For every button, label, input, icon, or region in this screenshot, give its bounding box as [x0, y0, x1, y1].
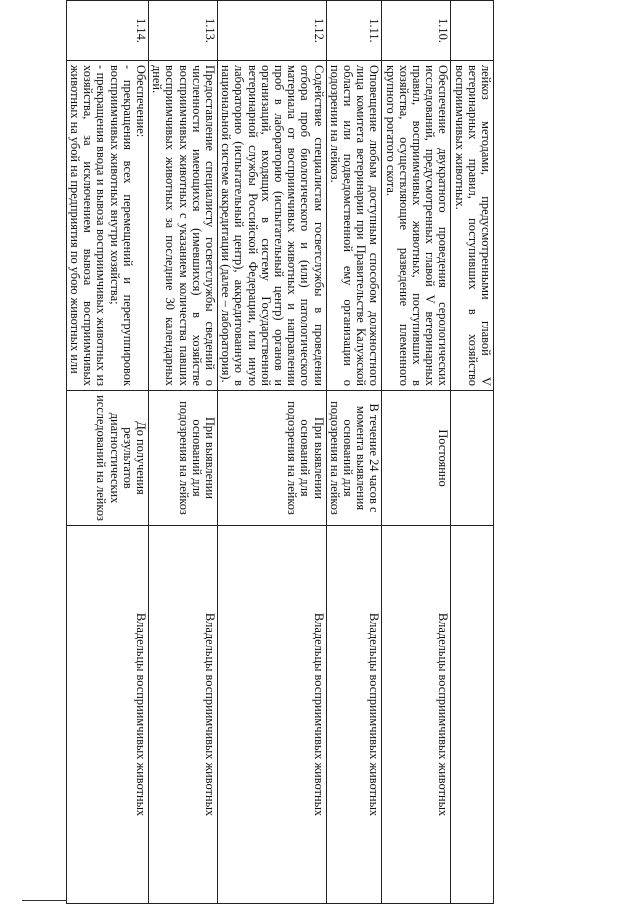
rotated-table-area [67, 0, 564, 904]
measure-text: лейкоз методами, предусмотренными главой V ветеринарных правил, поступивших в хозяйство восприимчивых животных. [451, 61, 494, 391]
responsible-text: Владельцы восприимчивых животных [148, 526, 217, 904]
measures-table [66, 0, 494, 904]
deadline-text: При выявлении оснований для подозрения на лейкоз [217, 391, 326, 526]
table-row [217, 1, 326, 904]
measure-text: Содействие специалистам госветслужбы в проведении отбора проб биологического и (или) патологического материала от восприимчивых животных и направлении проб в лабораторию (испытательный центр) органов и организаций, входящих в систему Государственной ветеринарной службы Российской Федерации, или иную лабораторию (испытательный центр), аккредитованную в национальной системе аккредитации (далее – лаборатория). [217, 61, 326, 391]
row-number: 1.14. [66, 1, 148, 61]
responsible-text: Владельцы восприимчивых животных [217, 526, 326, 904]
measure-text: Оповещение любым доступным способом должностного лица комитета ветеринарии при Правительстве Калужской области или подведомственной ему организации о подозрении на лейкоз. [326, 61, 382, 391]
row-number: 1.10. [382, 1, 451, 61]
table-row [148, 1, 217, 904]
measure-line: Обеспечение: [133, 65, 148, 138]
row-number: 1.11. [326, 1, 382, 61]
measure-line: - прекращения ввода и вывоза восприимчивых животных из хозяйства, за исключением вывоза восприимчивых животных на убой на предприятия по убою животных или [67, 65, 109, 386]
responsible-text [451, 526, 494, 904]
table-row [451, 1, 494, 904]
deadline-text: Постоянно [382, 391, 451, 526]
table-row [382, 1, 451, 904]
measure-line: - прекращения всех перемещений и перегруппировок восприимчивых животных внутри хозяйства; [107, 65, 135, 386]
footnote-rule [22, 900, 66, 901]
table-row [326, 1, 382, 904]
responsible-text: Владельцы восприимчивых животных [66, 526, 148, 904]
deadline-text: При выявлении оснований для подозрения на лейкоз [148, 391, 217, 526]
responsible-text: Владельцы восприимчивых животных [326, 526, 382, 904]
table-row [66, 1, 148, 904]
row-number: 1.12. [217, 1, 326, 61]
measure-text: Предоставление специалисту госветслужбы сведений о численности имеющихся (имевшихся) в хозяйстве восприимчивых животных с указанием количества павших восприимчивых животных за последние 30 календарных дней. [148, 61, 217, 391]
deadline-text [451, 391, 494, 526]
measure-text: Обеспечение двукратного проведения серологических исследований, предусмотренных главой V ветеринарных правил, восприимчивых животных, поступивших в хозяйства, осуществляющие разведение племенного крупного рогатого скота. [382, 61, 451, 391]
responsible-text: Владельцы восприимчивых животных [382, 526, 451, 904]
deadline-text: До получения результатов диагностических исследований на лейкоз [66, 391, 148, 526]
row-number [451, 1, 494, 61]
measure-text [66, 61, 148, 391]
deadline-text: В течение 24 часов с момента выявления оснований для подозрения на лейкоз [326, 391, 382, 526]
row-number: 1.13. [148, 1, 217, 61]
